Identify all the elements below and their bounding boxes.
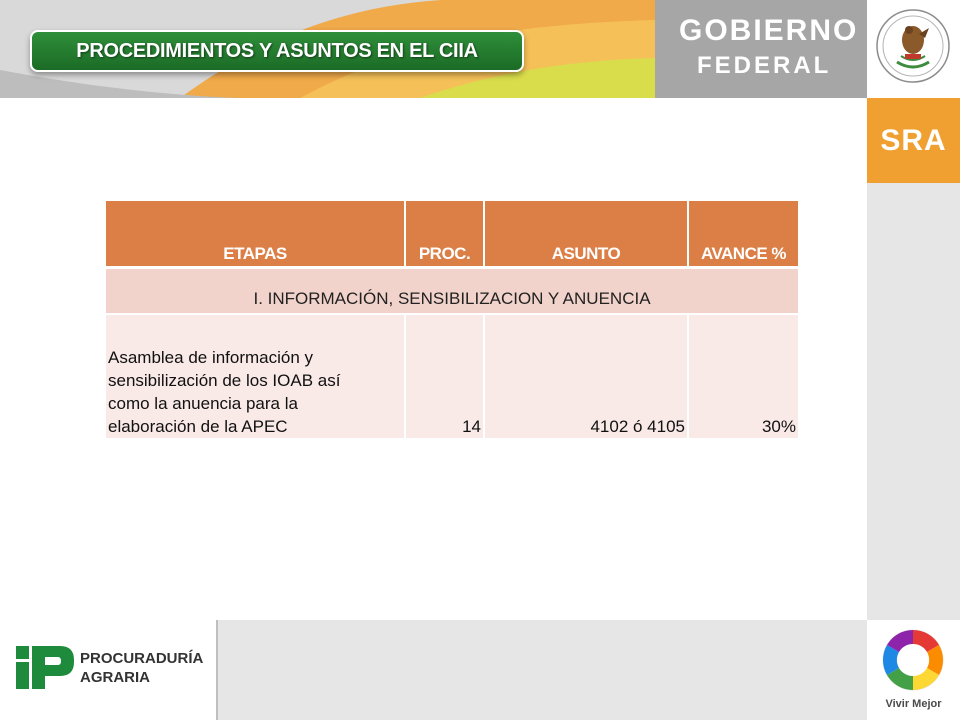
table-row — [106, 314, 798, 438]
stage-line: Asamblea de información y — [108, 348, 314, 367]
avance-value: 30% — [688, 314, 798, 438]
header-banner — [0, 0, 655, 98]
column-header-avance: AVANCE % — [688, 201, 798, 268]
procuraduria-agraria-logo-icon — [16, 646, 74, 690]
gobierno-federal-logo — [655, 0, 867, 98]
proc-value: 14 — [405, 314, 484, 438]
stage-description — [106, 314, 405, 438]
footer-gray-panel — [218, 620, 867, 720]
agraria-text: AGRARIA — [80, 669, 150, 686]
procedures-table — [106, 201, 798, 438]
sra-logo — [867, 98, 960, 183]
column-header-asunto: ASUNTO — [484, 201, 688, 268]
page-title-pill — [30, 30, 524, 72]
gobierno-text: GOBIERNO — [679, 14, 859, 47]
vivir-mejor-flower-icon — [867, 620, 960, 698]
section-title: I. INFORMACIÓN, SENSIBILIZACION Y ANUENCIA — [106, 268, 798, 315]
page-title: PROCEDIMIENTOS Y ASUNTOS EN EL CIIA — [76, 39, 478, 62]
column-header-etapas: ETAPAS — [106, 201, 405, 268]
asunto-value: 4102 ó 4105 — [484, 314, 688, 438]
section-row — [106, 268, 798, 315]
stage-line: elaboración de la APEC — [108, 417, 288, 436]
table-header-row — [106, 201, 798, 268]
mexico-seal — [867, 0, 960, 98]
stage-line: como la anuencia para la — [108, 394, 298, 413]
national-seal-icon — [867, 0, 960, 98]
vivir-mejor-logo — [867, 620, 960, 720]
vivir-mejor-text: Vivir Mejor — [885, 698, 942, 710]
sra-text: SRA — [880, 123, 947, 157]
procuraduria-agraria-label — [80, 649, 203, 687]
stage-line: sensibilización de los IOAB así — [108, 371, 341, 390]
procuraduria-text: PROCURADURÍA — [80, 650, 204, 667]
column-header-proc: PROC. — [405, 201, 484, 268]
federal-text: FEDERAL — [697, 52, 832, 79]
